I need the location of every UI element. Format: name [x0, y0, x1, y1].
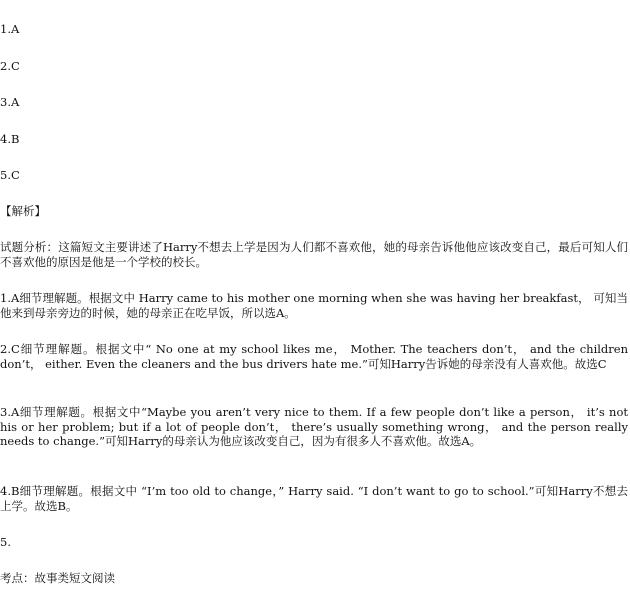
answer-item: 1.A: [0, 22, 20, 36]
explanation-paragraph-4: 4.B细节理解题。根据文中 “I’m too old to change，” Harry said. “I don’t want to go to school.”可知Harry不想去上学。故选B。: [0, 484, 628, 513]
summary-paragraph: 试题分析：这篇短文主要讲述了Harry不想去上学是因为人们都不喜欢他，她的母亲告诉他他应该改变自己，最后可知人们不喜欢他的原因是他是一个学校的校长。: [0, 240, 628, 269]
explanation-paragraph-5: 5.: [0, 535, 11, 549]
kaodian-line: 考点：故事类短文阅读: [0, 571, 115, 585]
answer-item: 4.B: [0, 132, 20, 146]
answer-item: 2.C: [0, 59, 20, 73]
explanation-paragraph-2: 2.C细节理解题。根据文中“ No one at my school likes me， Mother. The teachers don’t， and the children don’t， either. Even the cleaners and the bus drivers hate me.”可知Harry告诉她的母亲没有人喜欢他。故选C: [0, 342, 628, 371]
analysis-heading: 【解析】: [0, 204, 46, 218]
answer-item: 5.C: [0, 168, 20, 182]
explanation-paragraph-3: 3.A细节理解题。根据文中“Maybe you aren’t very nice to them. If a few people don’t like a person， it’s not his or her problem; but if a lot of people don’t， there’s usually something wrong， and the person really needs to change.”可知Harry的母亲认为他应该改变自己，因为有很多人不喜欢他。故选A。: [0, 405, 628, 448]
explanation-paragraph-1: 1.A细节理解题。根据文中 Harry came to his mother one morning when she was having her breakfast， 可知当他来到母亲旁边的时候，她的母亲正在吃早饭，所以选A。: [0, 291, 628, 320]
answer-item: 3.A: [0, 95, 20, 109]
